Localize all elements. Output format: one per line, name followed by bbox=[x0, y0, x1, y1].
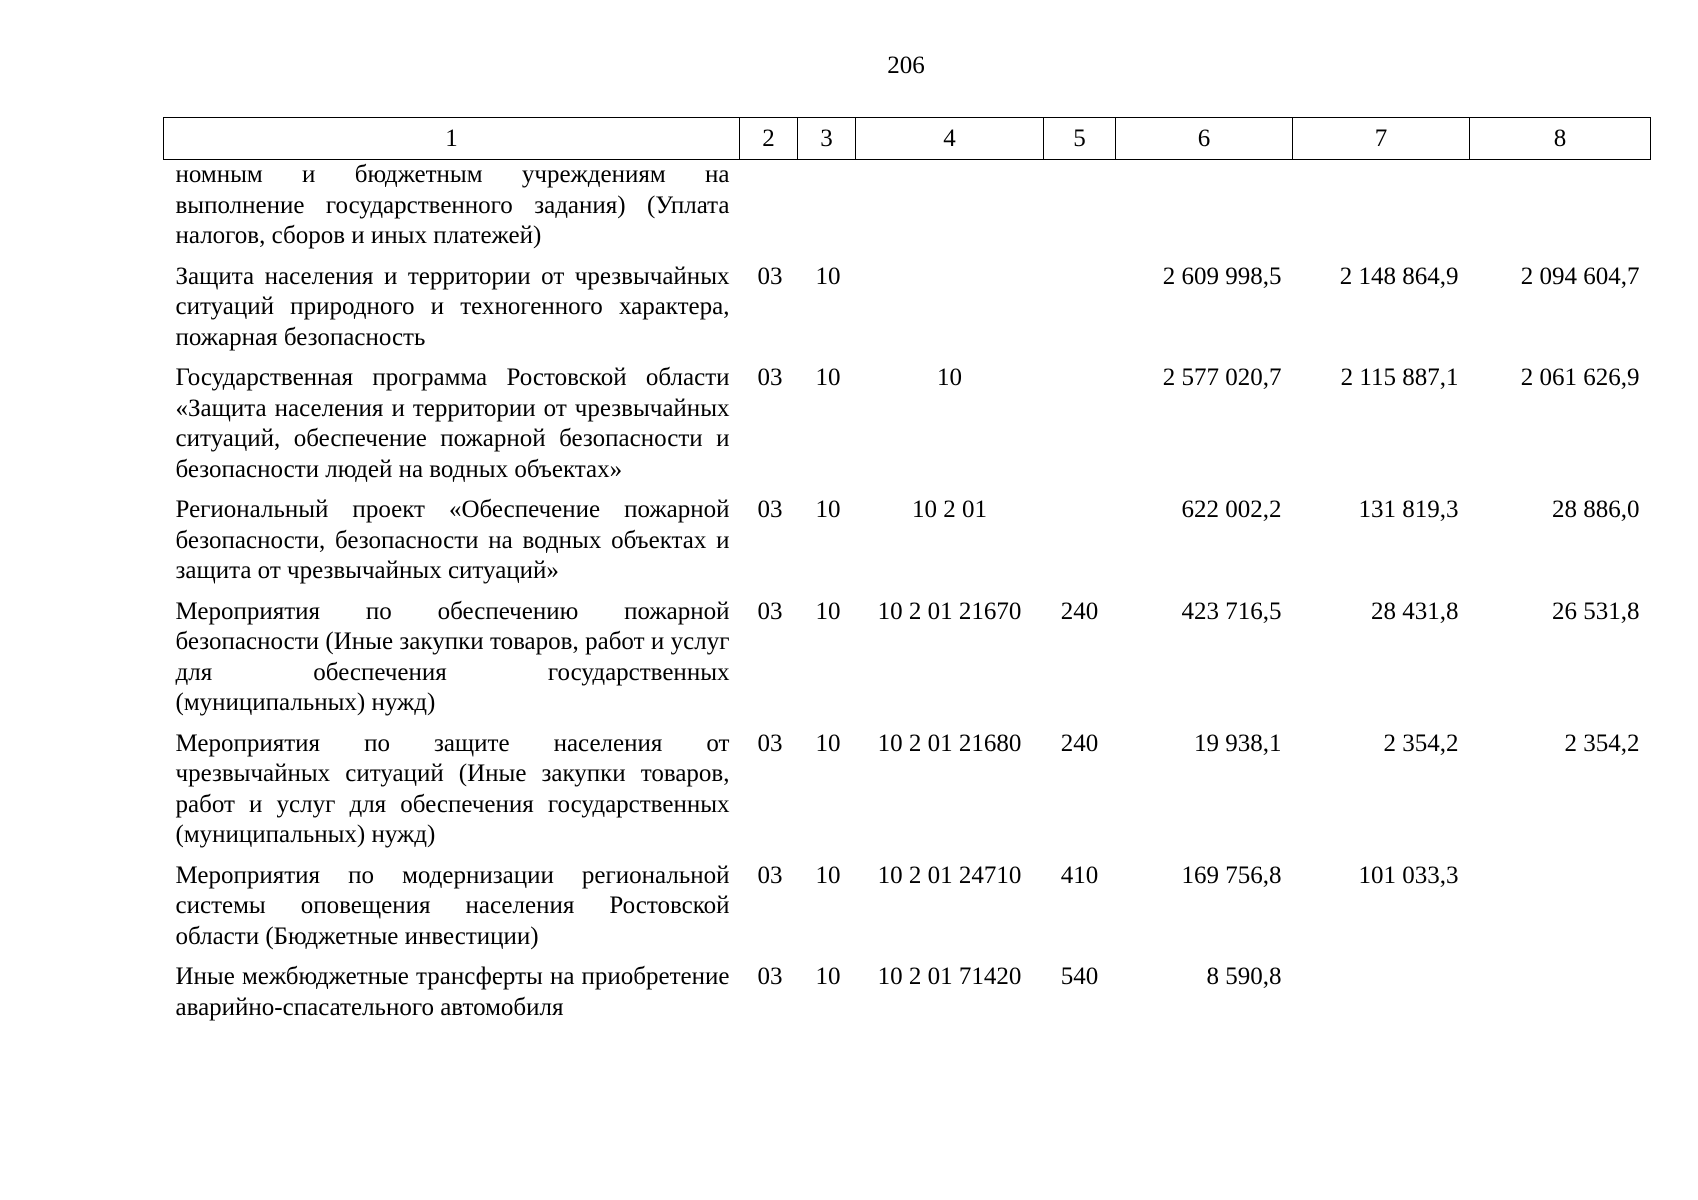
row-amount-col7: 28 431,8 bbox=[1371, 597, 1459, 625]
column-header-4: 4 bbox=[856, 118, 1044, 160]
row-amount-col8 bbox=[1470, 962, 1651, 1023]
row-amount-col8 bbox=[1470, 160, 1651, 262]
row-pr: 10 bbox=[815, 963, 841, 990]
row-amount-col7: 2 354,2 bbox=[1383, 729, 1459, 757]
row-pr bbox=[798, 160, 856, 262]
row-pr: 10 bbox=[815, 861, 841, 889]
row-rz: 03 bbox=[757, 729, 783, 757]
column-header-1: 1 bbox=[164, 118, 740, 160]
column-header-3: 3 bbox=[798, 118, 856, 160]
row-amount-col7: 131 819,3 bbox=[1358, 496, 1459, 523]
row-amount-col6: 8 590,8 bbox=[1206, 963, 1282, 990]
row-csr bbox=[856, 262, 1044, 364]
row-amount-col6: 2 577 020,7 bbox=[1162, 364, 1282, 391]
row-csr: 10 2 01 71420 bbox=[877, 963, 1022, 990]
table-body bbox=[164, 160, 1651, 1024]
row-description: Мероприятия по модернизации региональной системы оповещения населения Ростовской области (Бюджетные инвестиции) bbox=[175, 861, 730, 950]
table-row bbox=[164, 729, 1651, 861]
row-pr: 10 bbox=[815, 262, 841, 290]
row-amount-col7: 2 148 864,9 bbox=[1339, 262, 1459, 290]
row-vr bbox=[1044, 160, 1116, 262]
row-csr bbox=[856, 160, 1044, 262]
row-rz: 03 bbox=[757, 963, 783, 990]
row-amount-col8: 28 886,0 bbox=[1552, 496, 1640, 523]
table-header bbox=[164, 118, 1651, 160]
row-rz: 03 bbox=[757, 364, 783, 391]
row-amount-col8: 26 531,8 bbox=[1552, 597, 1640, 625]
table-row bbox=[164, 597, 1651, 729]
row-amount-col6: 169 756,8 bbox=[1181, 861, 1282, 889]
row-csr: 10 2 01 21680 bbox=[877, 729, 1022, 757]
row-vr bbox=[1044, 262, 1116, 364]
header-row bbox=[164, 118, 1651, 160]
column-header-8: 8 bbox=[1470, 118, 1651, 160]
row-pr: 10 bbox=[815, 364, 841, 391]
row-description: номным и бюджетным учреждениям на выполнение государственного задания) (Уплата налогов, сборов и иных платежей) bbox=[175, 161, 730, 249]
row-description: Иные межбюджетные трансферты на приобретение аварийно-спасательного автомобиля bbox=[175, 963, 730, 1021]
row-vr: 240 bbox=[1060, 597, 1099, 625]
row-rz: 03 bbox=[757, 262, 783, 290]
row-csr: 10 2 01 21670 bbox=[877, 597, 1022, 625]
row-pr: 10 bbox=[815, 729, 841, 757]
row-vr: 410 bbox=[1060, 861, 1099, 889]
row-pr: 10 bbox=[815, 496, 841, 523]
row-description: Мероприятия по защите населения от чрезвычайных ситуаций (Иные закупки товаров, работ и услуг для обеспечения государственных (муниципальных) нужд) bbox=[175, 729, 730, 848]
row-amount-col8: 2 094 604,7 bbox=[1520, 262, 1640, 290]
row-rz: 03 bbox=[757, 597, 783, 625]
row-csr: 10 2 01 24710 bbox=[877, 861, 1022, 889]
row-amount-col8: 2 061 626,9 bbox=[1520, 364, 1640, 391]
table-row bbox=[164, 160, 1651, 262]
budget-table bbox=[163, 117, 1651, 1023]
column-header-5: 5 bbox=[1044, 118, 1116, 160]
row-vr bbox=[1044, 495, 1116, 597]
row-amount-col6: 2 609 998,5 bbox=[1162, 262, 1282, 290]
row-amount-col7: 2 115 887,1 bbox=[1340, 364, 1459, 391]
row-amount-col8 bbox=[1470, 861, 1651, 963]
row-csr: 10 bbox=[937, 364, 962, 391]
row-amount-col6: 19 938,1 bbox=[1194, 729, 1282, 757]
page-number: 206 bbox=[887, 52, 925, 79]
row-amount-col6: 622 002,2 bbox=[1181, 496, 1282, 523]
row-description: Защита населения и территории от чрезвычайных ситуаций природного и техногенного характера, пожарная безопасность bbox=[175, 262, 730, 351]
row-amount-col7: 101 033,3 bbox=[1358, 861, 1459, 889]
column-header-7: 7 bbox=[1293, 118, 1470, 160]
row-csr: 10 2 01 bbox=[912, 496, 987, 523]
row-description: Государственная программа Ростовской области «Защита населения и территории от чрезвычайных ситуаций, обеспечение пожарной безопасности и безопасности людей на водных объектах» bbox=[175, 364, 730, 483]
row-description: Мероприятия по обеспечению пожарной безопасности (Иные закупки товаров, работ и услуг для обеспечения государственных (муниципальных) нужд) bbox=[175, 597, 730, 716]
row-amount-col6: 423 716,5 bbox=[1181, 597, 1282, 625]
column-header-2: 2 bbox=[740, 118, 798, 160]
row-description: Региональный проект «Обеспечение пожарной безопасности, безопасности на водных объектах и защита от чрезвычайных ситуаций» bbox=[175, 496, 730, 584]
table-row bbox=[164, 363, 1651, 495]
row-vr: 540 bbox=[1060, 963, 1099, 990]
row-rz: 03 bbox=[757, 861, 783, 889]
column-header-6: 6 bbox=[1116, 118, 1293, 160]
table-row bbox=[164, 495, 1651, 597]
row-amount-col6 bbox=[1116, 160, 1293, 262]
table-row bbox=[164, 962, 1651, 1023]
table-row bbox=[164, 861, 1651, 963]
row-vr: 240 bbox=[1060, 729, 1099, 757]
row-rz bbox=[740, 160, 798, 262]
row-vr bbox=[1044, 363, 1116, 495]
row-amount-col8: 2 354,2 bbox=[1564, 729, 1640, 757]
table-row bbox=[164, 262, 1651, 364]
row-amount-col7 bbox=[1293, 962, 1470, 1023]
row-amount-col7 bbox=[1293, 160, 1470, 262]
row-pr: 10 bbox=[815, 597, 841, 625]
row-rz: 03 bbox=[757, 496, 783, 523]
